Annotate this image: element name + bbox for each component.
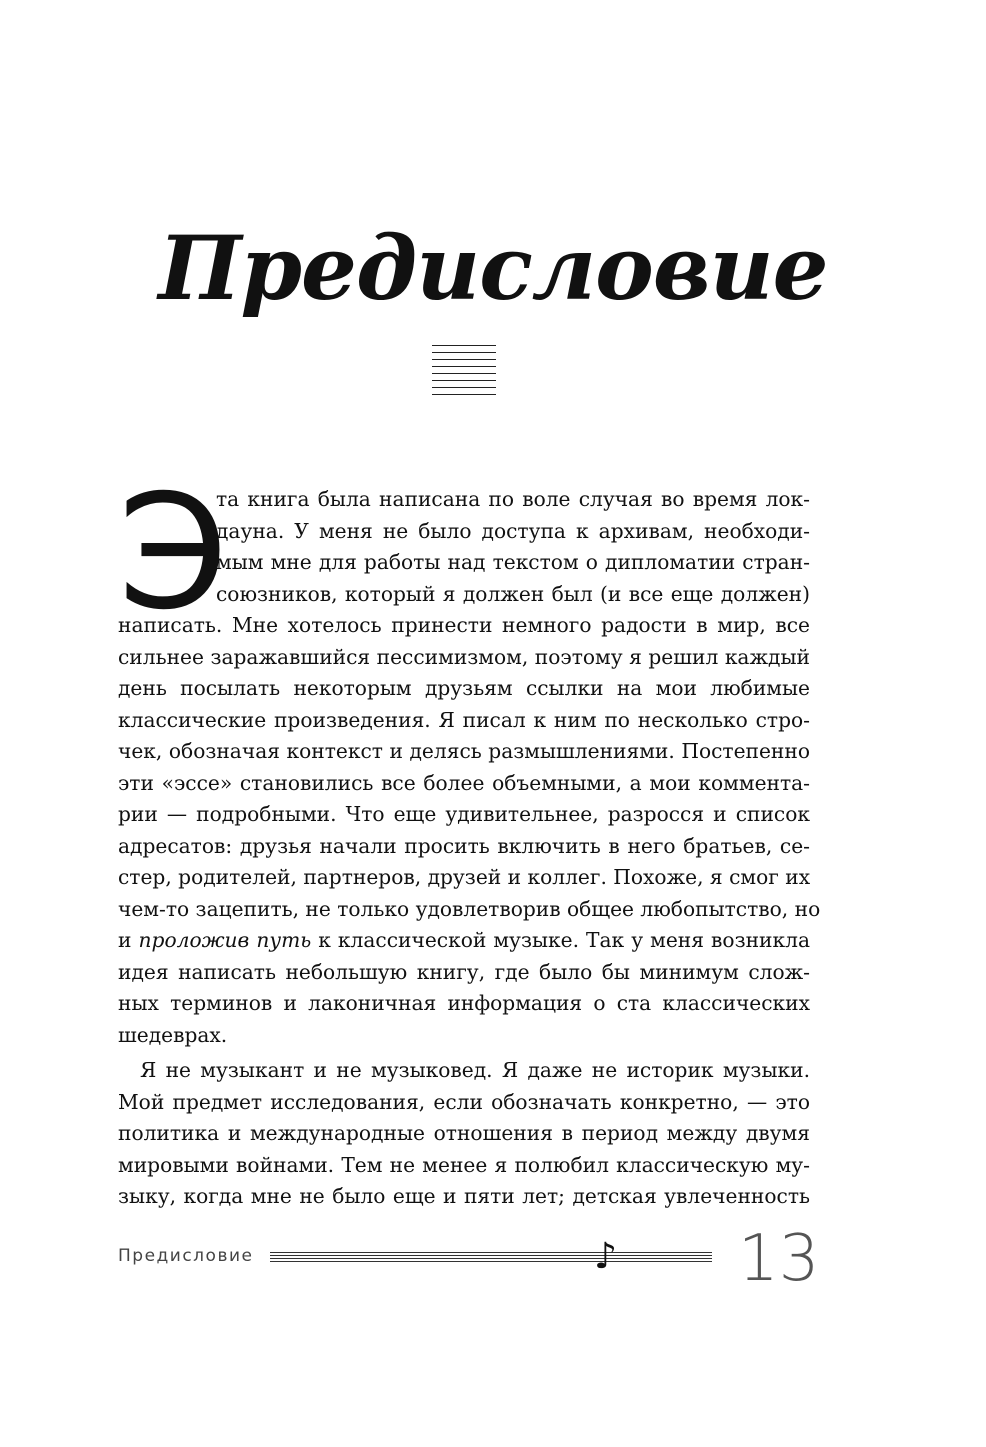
title-ornament <box>432 345 496 403</box>
text-line: союзников, который я должен был (и все еще должен) <box>216 581 810 606</box>
drop-cap: Э <box>118 461 229 645</box>
chapter-title: Предисловие <box>158 216 828 320</box>
text-line: ных терминов и лаконичная информация о ста классических <box>118 991 810 1015</box>
text-line: день посылать некоторым друзьям ссылки на мои любимые <box>118 676 810 700</box>
text-line: Мой предмет исследования, если обозначать конкретно, — это <box>118 1089 810 1114</box>
text-line: стер, родителей, партнеров, друзей и коллег. Похоже, я смог их <box>118 865 811 889</box>
running-footer <box>118 1222 820 1296</box>
text-line: Я не музыкант и не музыковед. Я даже не историк музыки. <box>140 1058 810 1082</box>
footer-label: Предисловие <box>118 1246 254 1266</box>
music-note-icon: ♪ <box>594 1236 617 1277</box>
footer-staff-lines <box>270 1252 712 1262</box>
text-line: шедеврах. <box>118 1022 228 1047</box>
text-line: дауна. У меня не было доступа к архивам, необходи- <box>216 518 810 543</box>
text-line: рии — подробными. Что еще удивительнее, разросся и список <box>118 802 810 826</box>
text-line: написать. Мне хотелось принести немного радости в мир, все <box>118 613 810 637</box>
text-line: сильнее заражавшийся пессимизмом, поэтому я решил каждый <box>118 644 810 669</box>
text-line: зыку, когда мне не было еще и пяти лет; детская увлеченность <box>118 1184 810 1208</box>
text-fragment: к классической музыке. Так у меня возникла <box>311 928 810 952</box>
italic-phrase: проложив путь <box>138 928 312 952</box>
text-line: классические произведения. Я писал к ним по несколько стро- <box>118 707 810 732</box>
text-line-with-italic <box>118 925 810 957</box>
page-number: 13 <box>738 1222 820 1296</box>
text-line: идея написать небольшую книгу, где было бы минимум слож- <box>118 959 810 984</box>
text-line: эти «эссе» становились все более объемными, а мои коммента- <box>118 770 810 795</box>
text-line: чек, обозначая контекст и делясь размышлениями. Постепенно <box>118 739 810 763</box>
text-line: адресатов: друзья начали просить включить в него братьев, се- <box>118 833 810 858</box>
body-text <box>118 484 821 1213</box>
text-line: та книга была написана по воле случая во время лок- <box>216 487 810 511</box>
text-line: чем-то зацепить, не только удовлетворив общее любопытство, но <box>118 896 821 921</box>
text-line: мировыми войнами. Тем не менее я полюбил классическую му- <box>118 1152 810 1177</box>
text-fragment: и <box>118 928 139 952</box>
text-line: мым мне для работы над текстом о дипломатии стран- <box>216 550 810 574</box>
text-line: политика и международные отношения в период между двумя <box>118 1121 810 1145</box>
